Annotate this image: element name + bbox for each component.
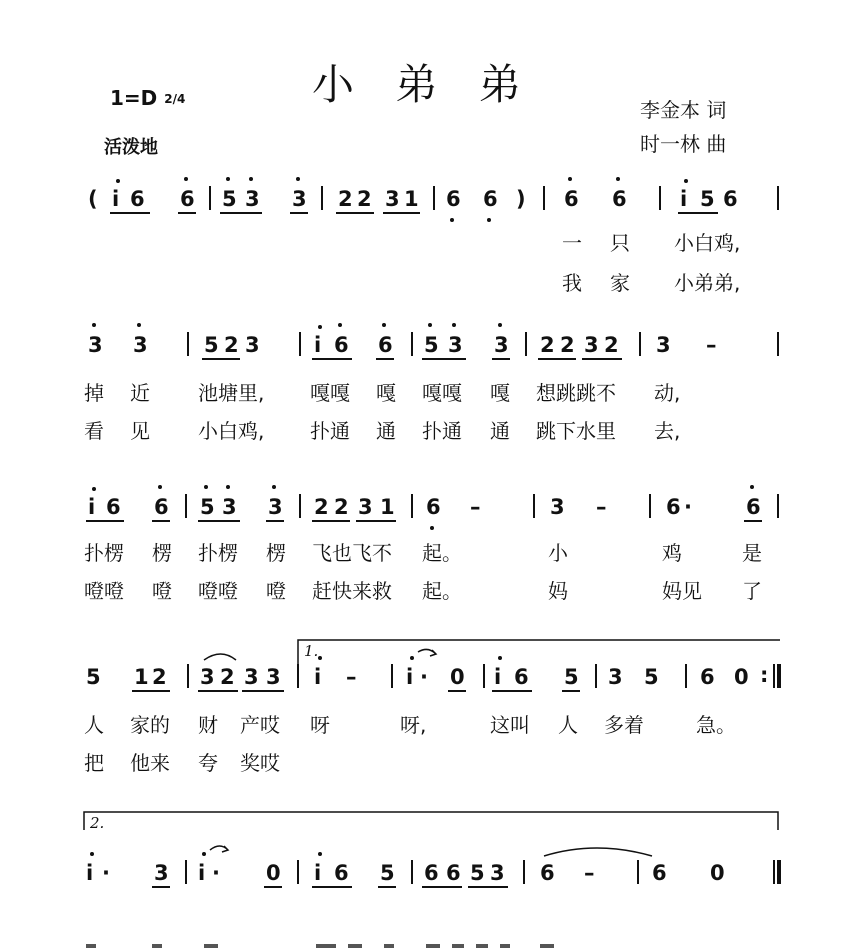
note-glyph: 3 [358, 495, 373, 519]
note-glyph: 6 [540, 861, 555, 885]
note-glyph: i [314, 665, 322, 689]
slur-mark [426, 944, 440, 948]
octave-dot [92, 323, 96, 327]
note-glyph: i [494, 665, 502, 689]
octave-dot [226, 177, 230, 181]
note-glyph: 5 [86, 665, 101, 689]
octave-dot [90, 852, 94, 856]
slur-mark [316, 944, 336, 948]
note-glyph: – [584, 861, 595, 885]
octave-dot [158, 485, 162, 489]
octave-dot [296, 177, 300, 181]
lyric-syllable: 动, [654, 381, 681, 405]
note-glyph: 6 [446, 187, 461, 211]
octave-dot [318, 852, 322, 856]
note-glyph: 2 [224, 333, 239, 357]
lyric-syllable: 我 [562, 271, 582, 295]
octave-dot [272, 485, 276, 489]
note-glyph: 3 [584, 333, 599, 357]
lyric-syllable: 近 [130, 381, 150, 405]
composer-credit: 时一林 曲 [640, 132, 727, 156]
note-glyph: 2 [338, 187, 353, 211]
note-glyph: 1 [134, 665, 149, 689]
lyric-syllable: 去, [654, 419, 681, 443]
lyric-syllable: 这叫 [490, 713, 530, 737]
lyric-syllable: 小白鸡, [674, 231, 741, 255]
note-glyph: · [212, 861, 220, 885]
octave-dot [684, 179, 688, 183]
octave-dot [184, 177, 188, 181]
note-glyph: 6 [106, 495, 121, 519]
note-glyph: 3 [245, 333, 260, 357]
note-glyph: 3 [292, 187, 307, 211]
octave-dot [382, 323, 386, 327]
octave-dot [450, 218, 454, 222]
octave-dot [116, 179, 120, 183]
octave-dot [410, 656, 414, 660]
note-glyph: 6 [514, 665, 529, 689]
slur-mark [204, 654, 236, 660]
song-title: 小 弟 弟 [312, 60, 535, 109]
note-glyph: 6 [700, 665, 715, 689]
lyric-syllable: 飞也飞不 [312, 541, 392, 565]
note-glyph: 2 [334, 495, 349, 519]
score-row-4 [84, 640, 780, 775]
lyric-syllable: 呀 [310, 713, 330, 737]
note-glyph: · [420, 665, 428, 689]
note-glyph: 3 [268, 495, 283, 519]
note-glyph: 6 [746, 495, 761, 519]
note-glyph: 5 [700, 187, 715, 211]
note-glyph: 3 [266, 665, 281, 689]
lyric-syllable: 小弟弟, [674, 271, 741, 295]
score-row-2 [84, 323, 778, 443]
note-glyph: 6 [154, 495, 169, 519]
note-glyph: i [88, 495, 96, 519]
lyric-syllable: 急。 [696, 713, 736, 737]
volta-1-label: 1. [304, 642, 319, 660]
note-glyph: i [314, 333, 322, 357]
note-glyph: 1 [404, 187, 419, 211]
note-glyph: 6 [446, 861, 461, 885]
octave-dot [487, 218, 491, 222]
slur-mark [152, 944, 162, 948]
note-glyph: 6 [723, 187, 738, 211]
lyric-syllable: 多着 [604, 713, 644, 737]
slur-mark [204, 944, 218, 948]
lyric-syllable: 是 [742, 541, 762, 565]
lyric-syllable: 他来 [130, 751, 170, 775]
octave-dot [498, 656, 502, 660]
octave-dot [616, 177, 620, 181]
lyric-syllable: 池塘里, [198, 381, 265, 405]
tempo-marking: 活泼地 [104, 137, 158, 158]
lyric-syllable: 跳下水里 [536, 419, 616, 443]
lyric-syllable: 扑楞 [198, 541, 238, 565]
note-glyph: 3 [656, 333, 671, 357]
note-glyph: 6 [612, 187, 627, 211]
lyric-syllable: 小 [548, 541, 568, 565]
note-glyph: 5 [200, 495, 215, 519]
note-glyph: i [86, 861, 94, 885]
lyric-syllable: 人 [558, 713, 578, 737]
lyricist-credit: 李金本 词 [640, 98, 727, 122]
note-glyph: 3 [490, 861, 505, 885]
note-glyph: 6 [426, 495, 441, 519]
note-glyph: 2 [314, 495, 329, 519]
note-glyph: 5 [644, 665, 659, 689]
lyric-syllable: 扑通 [310, 419, 350, 443]
cropped-lyric-fragments [86, 944, 554, 948]
lyric-syllable: 奖哎 [240, 751, 280, 775]
lyric-syllable: 家 [610, 271, 630, 295]
slur-mark [210, 846, 228, 852]
note-glyph: 2 [604, 333, 619, 357]
repeat-sign: : [760, 663, 769, 687]
slur-mark [500, 944, 510, 948]
note-glyph: i [406, 665, 414, 689]
score-row-3 [84, 485, 778, 603]
lyric-syllable: 夸 [198, 751, 218, 775]
note-glyph: 0 [266, 861, 281, 885]
note-glyph: 5 [204, 333, 219, 357]
lyric-syllable: 噔 [152, 579, 172, 603]
lyric-syllable: 嘎嘎 [310, 381, 350, 405]
note-glyph: 3 [200, 665, 215, 689]
lyric-syllable: 妈见 [662, 579, 702, 603]
lyric-syllable: 见 [130, 419, 150, 443]
octave-dot [430, 526, 434, 530]
lyric-syllable: 噔 [266, 579, 286, 603]
slur-mark [86, 944, 96, 948]
octave-dot [318, 656, 322, 660]
note-glyph: 2 [220, 665, 235, 689]
note-glyph: 6 [564, 187, 579, 211]
key-label: 1=D [110, 86, 158, 110]
note-glyph: 2 [560, 333, 575, 357]
lyric-syllable: 产哎 [240, 713, 280, 737]
lyric-syllable: 鸡 [662, 541, 682, 565]
note-glyph: i [680, 187, 688, 211]
lyric-syllable: 了 [742, 579, 762, 603]
note-glyph: – [470, 495, 481, 519]
lyric-syllable: 呀, [400, 713, 427, 737]
lyric-syllable: 赶快来救 [312, 579, 392, 603]
note-glyph: 2 [357, 187, 372, 211]
lyric-syllable: 噔噔 [198, 579, 238, 603]
octave-dot [750, 485, 754, 489]
note-glyph: 0 [710, 861, 725, 885]
note-glyph: · [102, 861, 110, 885]
lyric-syllable: 起。 [422, 541, 462, 565]
lyric-syllable: 嘎 [490, 381, 510, 405]
note-glyph: 3 [550, 495, 565, 519]
note-glyph: i [112, 187, 120, 211]
slur-mark [544, 848, 652, 856]
note-glyph: i [314, 861, 322, 885]
lyric-syllable: 通 [490, 419, 510, 443]
note-glyph: 2 [152, 665, 167, 689]
note-glyph: 3 [608, 665, 623, 689]
slur-mark [418, 649, 436, 656]
note-glyph: 5 [424, 333, 439, 357]
note-glyph: 5 [564, 665, 579, 689]
octave-dot [318, 325, 322, 329]
lyric-syllable: 财 [198, 713, 218, 737]
octave-dot [92, 487, 96, 491]
octave-dot [202, 852, 206, 856]
note-glyph: 6 [652, 861, 667, 885]
note-glyph: i [198, 861, 206, 885]
note-glyph: 0 [450, 665, 465, 689]
note-glyph: 3 [222, 495, 237, 519]
note-glyph: 5 [470, 861, 485, 885]
note-glyph: 1 [380, 495, 395, 519]
open-parenthesis: ( [88, 187, 98, 211]
octave-dot [226, 485, 230, 489]
note-glyph: 3 [494, 333, 509, 357]
note-glyph: 6 [334, 333, 349, 357]
note-glyph: – [596, 495, 607, 519]
note-glyph: 3 [244, 665, 259, 689]
octave-dot [137, 323, 141, 327]
note-glyph: 3 [88, 333, 103, 357]
slur-mark [348, 944, 362, 948]
slur-mark [540, 944, 554, 948]
lyric-syllable: 通 [376, 419, 396, 443]
slur-mark [84, 812, 778, 830]
note-glyph: 3 [385, 187, 400, 211]
octave-dot [249, 177, 253, 181]
note-glyph: 3 [154, 861, 169, 885]
note-glyph: 3 [448, 333, 463, 357]
score-row-5 [84, 812, 779, 948]
note-glyph: · [684, 495, 692, 519]
lyric-syllable: 小白鸡, [198, 419, 265, 443]
note-glyph: 6 [180, 187, 195, 211]
lyric-syllable: 扑楞 [84, 541, 124, 565]
octave-dot [568, 177, 572, 181]
note-glyph: 6 [130, 187, 145, 211]
octave-dot [428, 323, 432, 327]
slur-mark [298, 640, 780, 664]
lyric-syllable: 掉 [84, 381, 104, 405]
octave-dot [204, 485, 208, 489]
lyric-syllable: 扑通 [422, 419, 462, 443]
score-row-1 [88, 177, 778, 295]
lyric-syllable: 家的 [130, 713, 170, 737]
lyric-syllable: 人 [84, 713, 104, 737]
note-glyph: – [706, 333, 717, 357]
note-glyph: 0 [734, 665, 749, 689]
lyric-syllable: 只 [610, 231, 630, 255]
lyric-syllable: 起。 [422, 579, 462, 603]
note-glyph: 6 [483, 187, 498, 211]
lyric-syllable: 楞 [266, 541, 286, 565]
close-parenthesis: ) [516, 187, 526, 211]
note-glyph: 3 [245, 187, 260, 211]
note-glyph: 2 [540, 333, 555, 357]
lyric-syllable: 妈 [548, 579, 568, 603]
note-glyph: 6 [424, 861, 439, 885]
lyric-syllable: 噔噔 [84, 579, 124, 603]
lyric-syllable: 想跳跳不 [536, 381, 616, 405]
note-glyph: 3 [133, 333, 148, 357]
lyric-syllable: 嘎嘎 [422, 381, 462, 405]
time-signature: 2/4 [164, 92, 186, 106]
lyric-syllable: 楞 [152, 541, 172, 565]
note-glyph: – [346, 665, 357, 689]
note-glyph: 6 [666, 495, 681, 519]
lyric-syllable: 嘎 [376, 381, 396, 405]
lyric-syllable: 一 [562, 231, 582, 255]
lyric-syllable: 看 [84, 419, 104, 443]
octave-dot [338, 323, 342, 327]
note-glyph: 6 [378, 333, 393, 357]
octave-dot [452, 323, 456, 327]
slur-mark [452, 944, 464, 948]
octave-dot [498, 323, 502, 327]
note-glyph: 5 [222, 187, 237, 211]
volta-2-label: 2. [90, 814, 105, 832]
slur-mark [476, 944, 488, 948]
note-glyph: 6 [334, 861, 349, 885]
lyric-syllable: 把 [84, 751, 104, 775]
slur-mark [384, 944, 394, 948]
note-glyph: 5 [380, 861, 395, 885]
